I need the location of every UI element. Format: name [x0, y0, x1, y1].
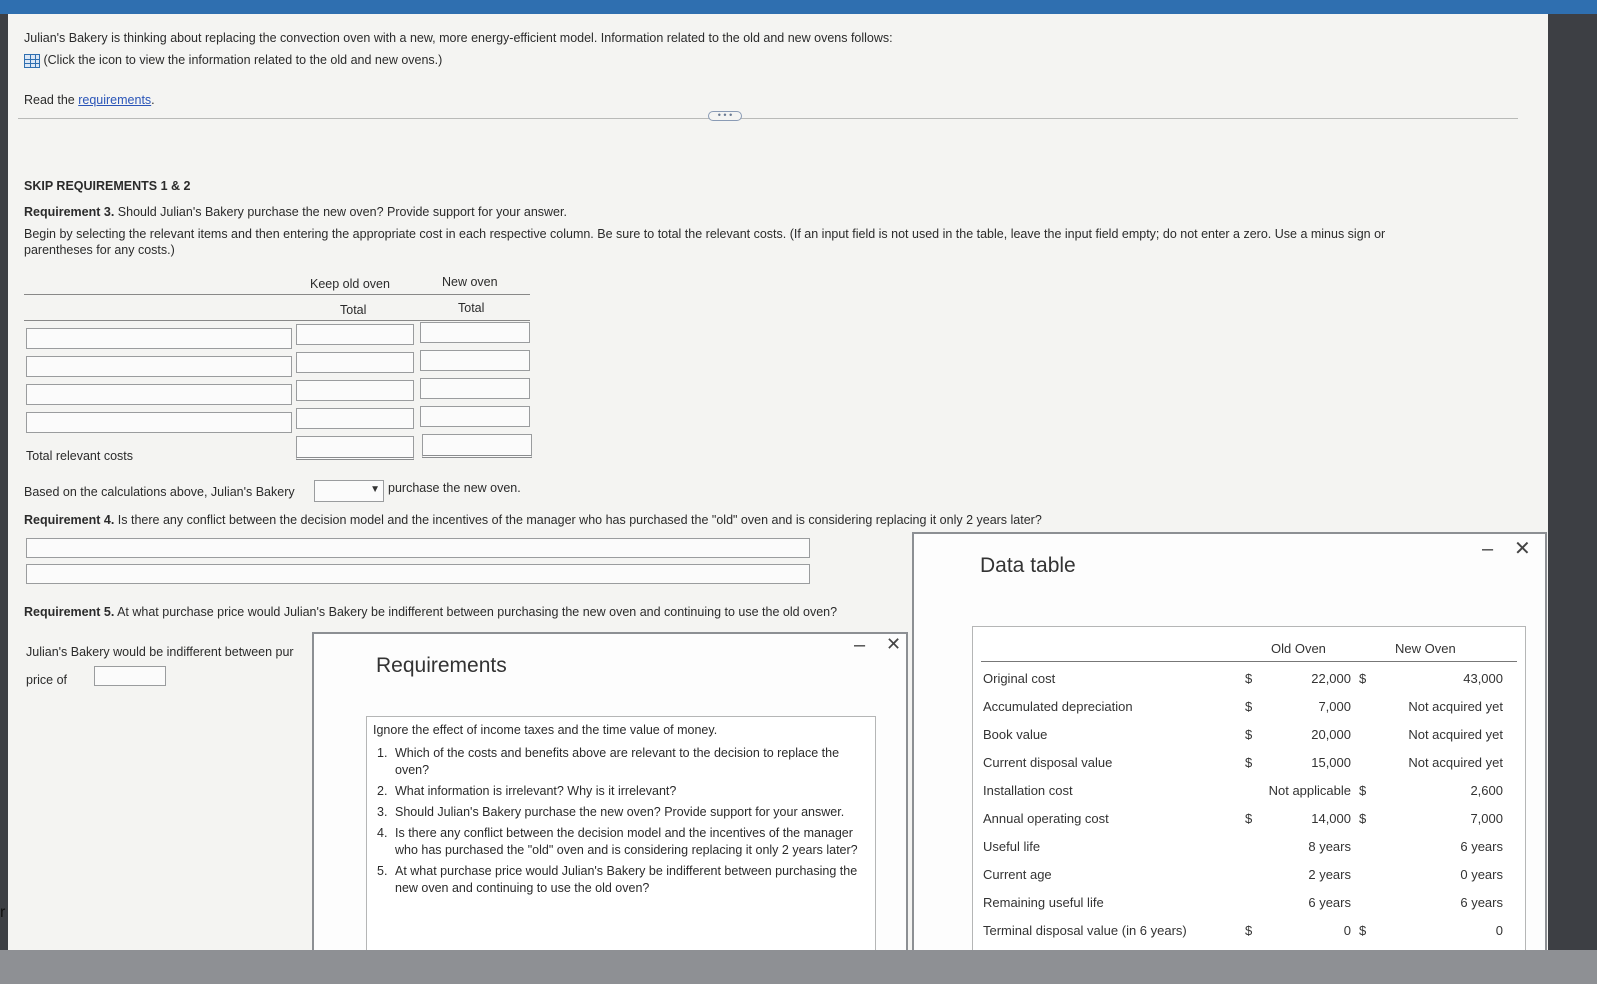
col-header-old-oven: Old Oven [1271, 641, 1326, 656]
requirements-list [373, 745, 869, 901]
requirements-box [366, 716, 876, 956]
row-old-value: 6 years [1308, 895, 1351, 910]
row-old-value: 2 years [1308, 867, 1351, 882]
requirements-intro: Ignore the effect of income taxes and the time value of money. [373, 723, 718, 737]
row-old-value: Not applicable [1268, 783, 1351, 798]
row-old-currency: $ [1245, 755, 1253, 770]
row-new-value: 7,000 [1470, 811, 1503, 826]
row-old-value: 22,000 [1311, 671, 1351, 686]
top-bar [0, 0, 1597, 14]
requirement-item: 1. Which of the costs and benefits above are relevant to the decision to replace the oven? [377, 746, 840, 777]
requirements-link[interactable]: requirements [78, 93, 152, 107]
row-label: Installation cost [983, 783, 1073, 798]
row-new-currency: $ [1359, 811, 1367, 826]
col-header-new-oven: New oven [442, 275, 498, 289]
info-hint: (Click the icon to view the information related to the old and new ovens.) [43, 53, 443, 67]
row-label: Book value [983, 727, 1048, 742]
row-old-currency: $ [1245, 699, 1253, 714]
new-oven-input-row-2[interactable] [420, 350, 530, 371]
should-should-not-dropdown[interactable] [314, 480, 384, 502]
keep-old-input-row-4[interactable] [296, 408, 414, 429]
info-link-row [24, 52, 442, 68]
row-new-value: 43,000 [1463, 671, 1503, 686]
item-select-row-2[interactable] [26, 356, 292, 377]
requirements-popup-title: Requirements [376, 654, 507, 677]
row-old-value: 7,000 [1318, 699, 1351, 714]
row-old-value: 14,000 [1311, 811, 1351, 826]
row-label: Current disposal value [983, 755, 1113, 770]
item-select-row-1[interactable] [26, 328, 292, 349]
row-old-value: 20,000 [1311, 727, 1351, 742]
requirements-popup [312, 632, 908, 952]
total-relevant-costs-label: Total relevant costs [26, 449, 133, 463]
new-oven-input-row-4[interactable] [420, 406, 530, 427]
new-oven-total-input[interactable] [422, 434, 532, 458]
new-oven-input-row-1[interactable] [420, 322, 530, 343]
row-label: Remaining useful life [983, 895, 1104, 910]
chevron-down-icon: ▼ [370, 484, 380, 495]
row-old-currency: $ [1245, 727, 1253, 742]
requirement-5-answer-text: Julian's Bakery would be indifferent between pur [26, 645, 294, 659]
requirement-item: 4. Is there any conflict between the decision model and the incentives of the manager who has purchased the "old" oven and is considering replacing it only 2 years later? [377, 826, 858, 857]
item-select-row-4[interactable] [26, 412, 292, 433]
intro-text: Julian's Bakery is thinking about replacing the convection oven with a new, more energy-efficient model. Information related to the old and new ovens follows: [24, 31, 893, 45]
requirement-item: 2. What information is irrelevant? Why is it irrelevant? [377, 784, 677, 798]
data-table-title: Data table [980, 554, 1076, 577]
row-label: Accumulated depreciation [983, 699, 1133, 714]
price-of-label: price of [26, 673, 67, 687]
divider [18, 118, 1518, 119]
decision-sentence-suffix: purchase the new oven. [388, 481, 521, 495]
row-new-value: 0 [1495, 923, 1503, 938]
indifference-price-input[interactable] [94, 666, 166, 686]
row-label: Useful life [983, 839, 1041, 854]
row-new-value: 6 years [1460, 895, 1503, 910]
requirement-3-instructions-cont: parentheses for any costs.) [24, 243, 175, 257]
col-total-new: Total [458, 301, 485, 315]
row-new-value: 2,600 [1470, 783, 1503, 798]
row-label: Original cost [983, 671, 1056, 686]
oven-data-table [972, 626, 1526, 956]
requirement-5-question: Requirement 5. At what purchase price would Julian's Bakery be indifferent between purchasing the new oven and continuing to use the old oven? [24, 605, 838, 619]
requirement-4-answer-line-2[interactable] [26, 564, 810, 584]
keep-old-input-row-3[interactable] [296, 380, 414, 401]
requirement-item: 5. At what purchase price would Julian's Bakery be indifferent between purchasing the new oven and continuing to use the old oven? [377, 864, 858, 895]
row-old-value: 15,000 [1311, 755, 1351, 770]
table-subheader-rule [24, 320, 530, 321]
requirement-4-answer-line-1[interactable] [26, 538, 810, 558]
close-button[interactable]: ✕ [886, 634, 902, 654]
expand-more-button[interactable]: • • • [708, 111, 742, 121]
skip-requirements: SKIP REQUIREMENTS 1 & 2 [24, 179, 191, 193]
row-old-currency: $ [1245, 923, 1253, 938]
row-new-value: 0 years [1460, 867, 1503, 882]
item-select-row-3[interactable] [26, 384, 292, 405]
row-new-value: Not acquired yet [1408, 755, 1503, 770]
row-new-currency: $ [1359, 783, 1367, 798]
edge-fragment: r [0, 904, 6, 921]
row-label: Annual operating cost [983, 811, 1109, 826]
screen-bottom-edge [0, 950, 1597, 984]
row-old-currency: $ [1245, 811, 1253, 826]
decision-sentence-prefix: Based on the calculations above, Julian's Bakery [24, 485, 295, 499]
keep-old-total-input[interactable] [296, 436, 414, 460]
new-oven-input-row-3[interactable] [420, 378, 530, 399]
col-header-new-oven: New Oven [1395, 641, 1456, 656]
read-requirements: Read the requirements. [24, 93, 155, 107]
table-icon[interactable] [24, 54, 40, 68]
keep-old-input-row-2[interactable] [296, 352, 414, 373]
requirement-item: 3. Should Julian's Bakery purchase the new oven? Provide support for your answer. [377, 805, 845, 819]
col-header-keep-old: Keep old oven [310, 277, 390, 291]
row-old-currency: $ [1245, 671, 1253, 686]
requirement-3-question: Requirement 3. Should Julian's Bakery purchase the new oven? Provide support for your answer. [24, 205, 567, 219]
row-new-value: 6 years [1460, 839, 1503, 854]
row-new-currency: $ [1359, 671, 1367, 686]
col-total-keep: Total [340, 303, 367, 317]
row-new-currency: $ [1359, 923, 1367, 938]
header-rule [981, 661, 1517, 662]
close-button[interactable]: ✕ [1514, 538, 1531, 560]
table-header-rule [24, 294, 530, 295]
requirement-4-question: Requirement 4. Is there any conflict between the decision model and the incentives of the manager who has purchased the "old" oven and is considering replacing it only 2 years later? [24, 513, 1042, 527]
minimize-button[interactable]: – [854, 634, 866, 656]
row-label: Terminal disposal value (in 6 years) [983, 923, 1187, 938]
data-table-popup [912, 532, 1547, 952]
requirement-3-instructions: Begin by selecting the relevant items and then entering the appropriate cost in each respective column. Be sure to total the relevant costs. (If an input field is not used in the table, leave the input field empty; do not enter a zero. Use a minus sign or [24, 227, 1386, 241]
row-new-value: Not acquired yet [1408, 699, 1503, 714]
row-old-value: 8 years [1308, 839, 1351, 854]
row-label: Current age [983, 867, 1052, 882]
row-new-value: Not acquired yet [1408, 727, 1503, 742]
row-old-value: 0 [1343, 923, 1351, 938]
minimize-button[interactable]: – [1482, 538, 1494, 560]
keep-old-input-row-1[interactable] [296, 324, 414, 345]
